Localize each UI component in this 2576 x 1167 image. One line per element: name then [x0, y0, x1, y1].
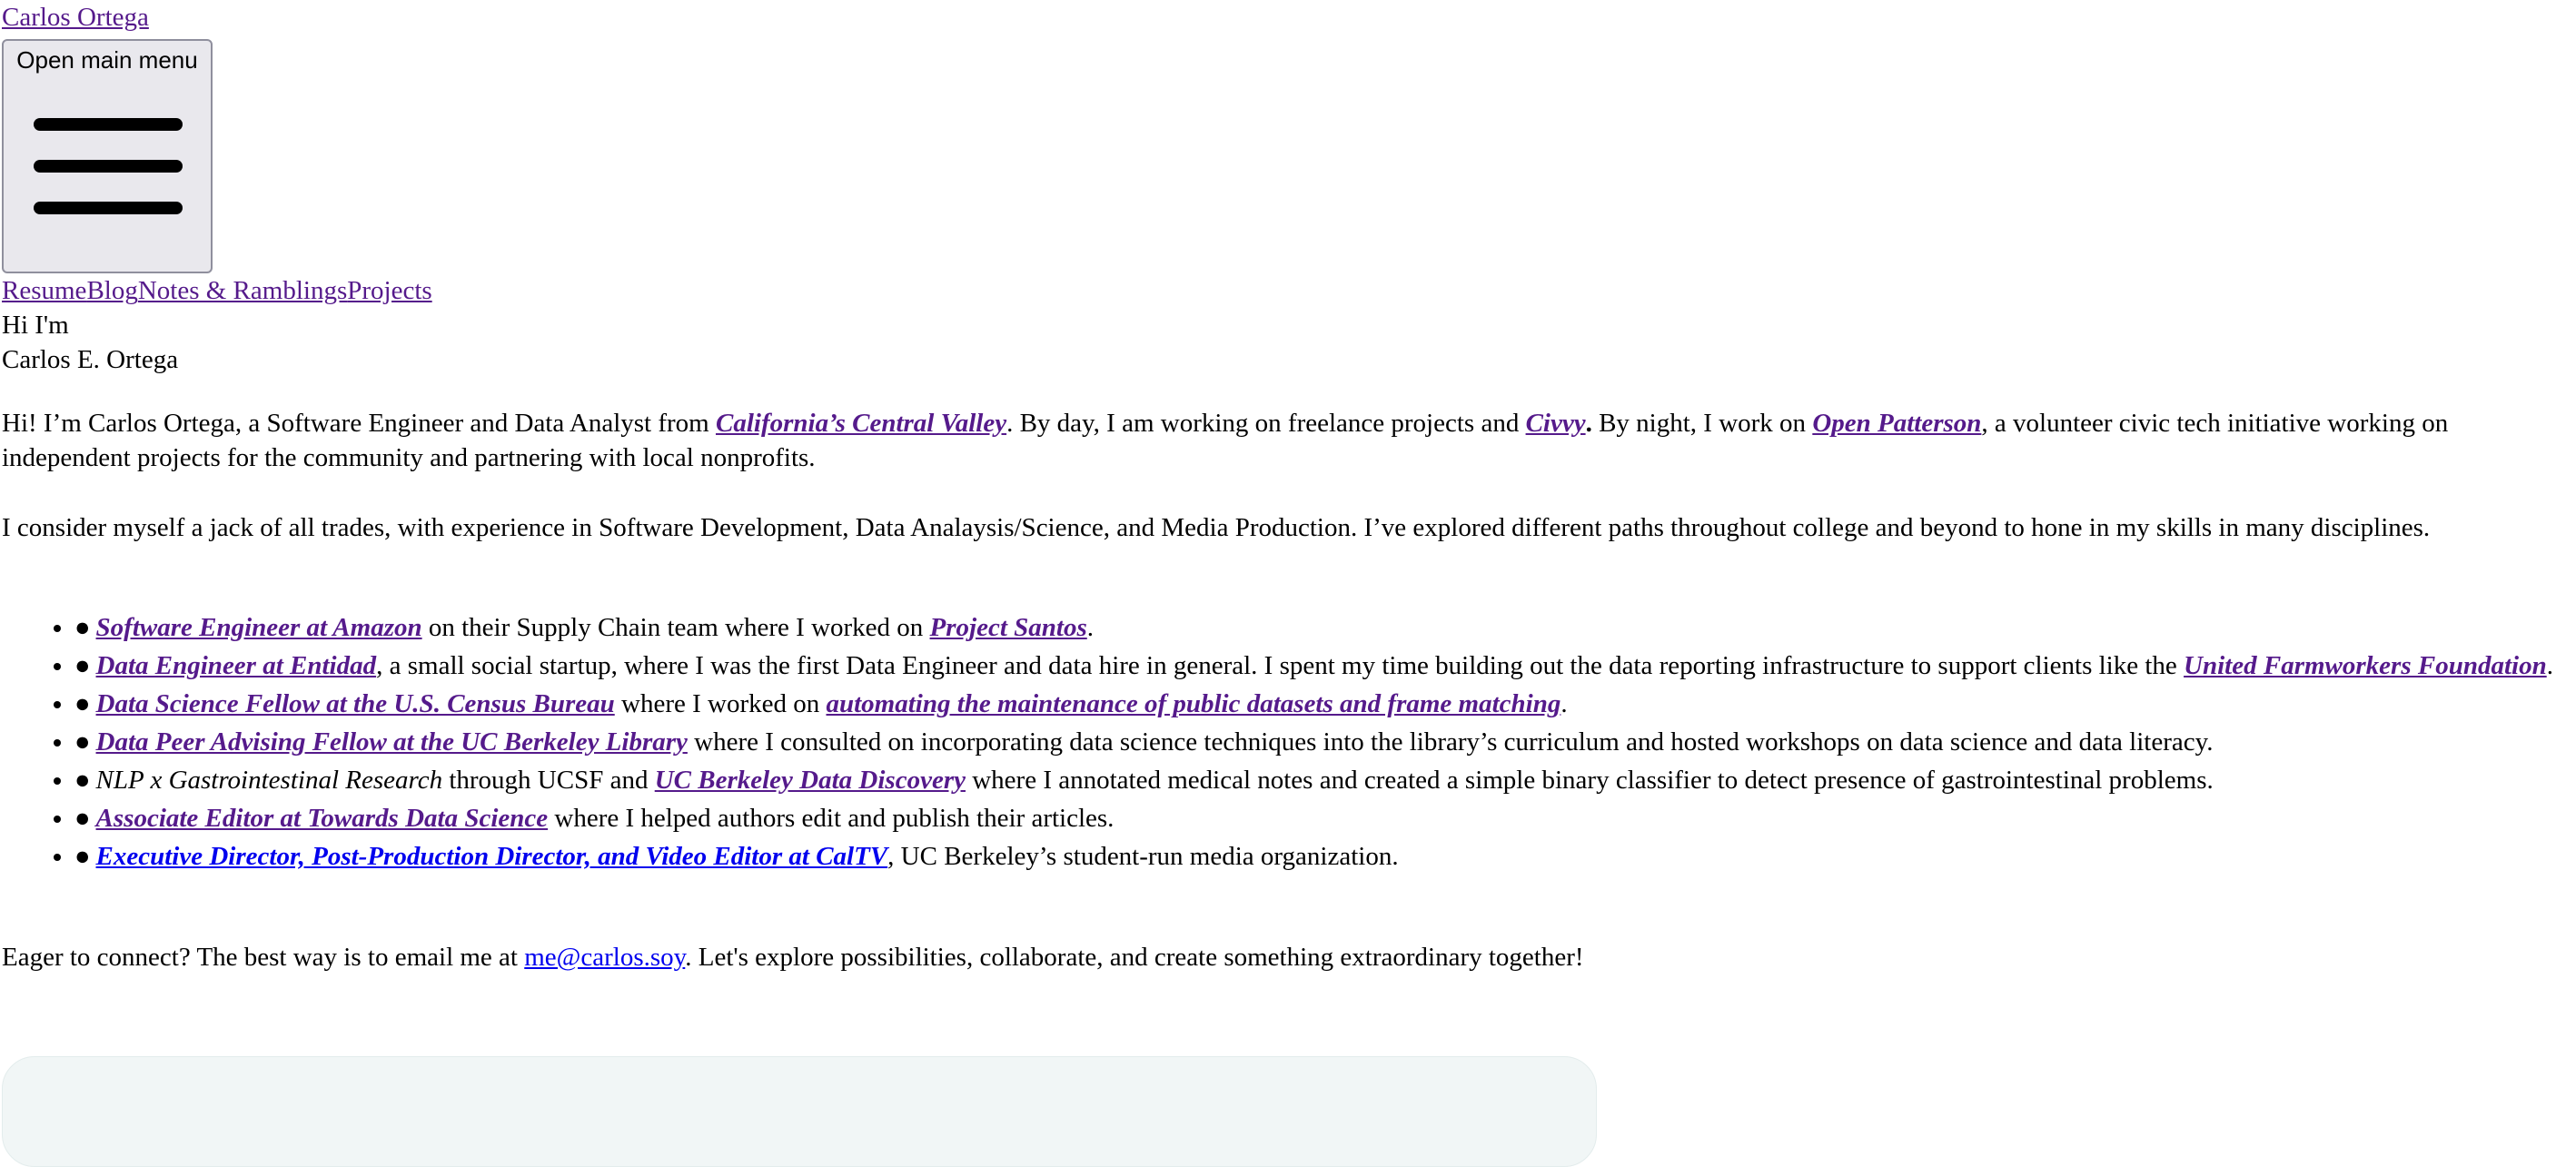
nav-link-blog[interactable]: Blog	[86, 276, 138, 305]
intro-paragraph	[2, 406, 2572, 475]
entidad-link[interactable]: Data Engineer at Entidad	[95, 651, 377, 680]
contact-paragraph	[2, 940, 2572, 974]
hero	[2, 308, 2572, 377]
item-text: where I consulted on incorporating data science techniques into the library’s curriculum and hosted workshops on data science and data literacy.	[687, 727, 2214, 757]
hamburger-icon	[33, 114, 183, 229]
hero-greeting: Hi I'm	[2, 311, 69, 340]
item-text: where I helped authors edit and publish their articles.	[548, 804, 1115, 833]
list-item	[74, 725, 2572, 759]
page-root	[2, 0, 2572, 974]
civvy-link[interactable]: Civvy	[1525, 409, 1586, 438]
list-item	[74, 839, 2572, 874]
census-bureau-link[interactable]: Data Science Fellow at the U.S. Census Bureau	[95, 689, 615, 718]
open-patterson-link[interactable]: Open Patterson	[1812, 409, 1982, 438]
item-text: .	[2546, 651, 2553, 680]
item-text: through UCSF and	[442, 766, 655, 795]
list-item	[74, 763, 2572, 797]
central-valley-link[interactable]: California’s Central Valley	[715, 409, 1007, 438]
item-text: .	[1560, 689, 1568, 718]
menu-button-label: Open main menu	[16, 46, 198, 74]
site-header	[2, 0, 2572, 35]
nlp-research-emphasis: NLP x Gastrointestinal Research	[95, 766, 443, 795]
nav-link-projects[interactable]: Projects	[347, 276, 432, 305]
intro-text: Hi! I’m Carlos Ortega, a Software Engineer and Data Analyst from	[2, 409, 716, 438]
bullet-glyph: ●	[74, 613, 91, 642]
item-text: where I annotated medical notes and created a simple binary classifier to detect presence of gastrointestinal problems.	[965, 766, 2214, 795]
bullet-glyph: ●	[74, 766, 91, 795]
contact-text: . Let's explore possibilities, collaborate, and create something extraordinary together!	[685, 943, 1584, 972]
intro-text: By night, I work on	[1591, 409, 1813, 438]
item-text: on their Supply Chain team where I worked on	[421, 613, 930, 642]
berkeley-library-link[interactable]: Data Peer Advising Fellow at the UC Berkeley Library	[95, 727, 688, 757]
content-card	[2, 1056, 1597, 1167]
nav-link-resume[interactable]: Resume	[2, 276, 87, 305]
intro-period: .	[1585, 409, 1592, 438]
project-santos-link[interactable]: Project Santos	[929, 613, 1087, 642]
list-item	[74, 648, 2572, 683]
ufw-foundation-link[interactable]: United Farmworkers Foundation	[2184, 651, 2547, 680]
bullet-glyph: ●	[74, 727, 91, 757]
data-discovery-link[interactable]: UC Berkeley Data Discovery	[654, 766, 966, 795]
intro-text: . By day, I am working on freelance projects and	[1006, 409, 1526, 438]
site-name-link[interactable]: Carlos Ortega	[2, 3, 149, 32]
skills-paragraph: I consider myself a jack of all trades, with experience in Software Development, Data Analaysis/Science, and Media Production. I’ve explored different paths throughout college and beyond to hone in my skills in many disciplines.	[2, 513, 2431, 542]
bullet-glyph: ●	[74, 689, 91, 718]
nav-link-notes[interactable]: Notes & Ramblings	[137, 276, 348, 305]
public-datasets-link[interactable]: automating the maintenance of public datasets and frame matching	[826, 689, 1561, 718]
towards-data-science-link[interactable]: Associate Editor at Towards Data Science	[95, 804, 549, 833]
main-nav	[2, 273, 2572, 308]
intro-text: , a volunteer civic tech initiative working on independent projects for the community and partnering with local nonprofits.	[2, 409, 2449, 472]
list-item	[74, 687, 2572, 721]
contact-text: Eager to connect? The best way is to email me at	[2, 943, 525, 972]
caltv-link[interactable]: Executive Director, Post-Production Director, and Video Editor at CalTV	[95, 842, 888, 871]
experience-list	[2, 610, 2572, 874]
item-text: .	[1086, 613, 1095, 642]
item-text: , a small social startup, where I was the first Data Engineer and data hire in general. I spent my time building out the data reporting infrastructure to support clients like the	[376, 651, 2185, 680]
bullet-glyph: ●	[74, 804, 91, 833]
email-link[interactable]: me@carlos.soy	[524, 943, 686, 972]
bullet-glyph: ●	[74, 651, 91, 680]
list-item	[74, 801, 2572, 836]
item-text: where I worked on	[614, 689, 827, 718]
list-item	[74, 610, 2572, 645]
amazon-link[interactable]: Software Engineer at Amazon	[95, 613, 422, 642]
hero-name: Carlos E. Ortega	[2, 345, 179, 374]
item-text: , UC Berkeley’s student-run media organization.	[887, 842, 1399, 871]
open-main-menu-button[interactable]	[2, 39, 213, 273]
bullet-glyph: ●	[74, 842, 91, 871]
